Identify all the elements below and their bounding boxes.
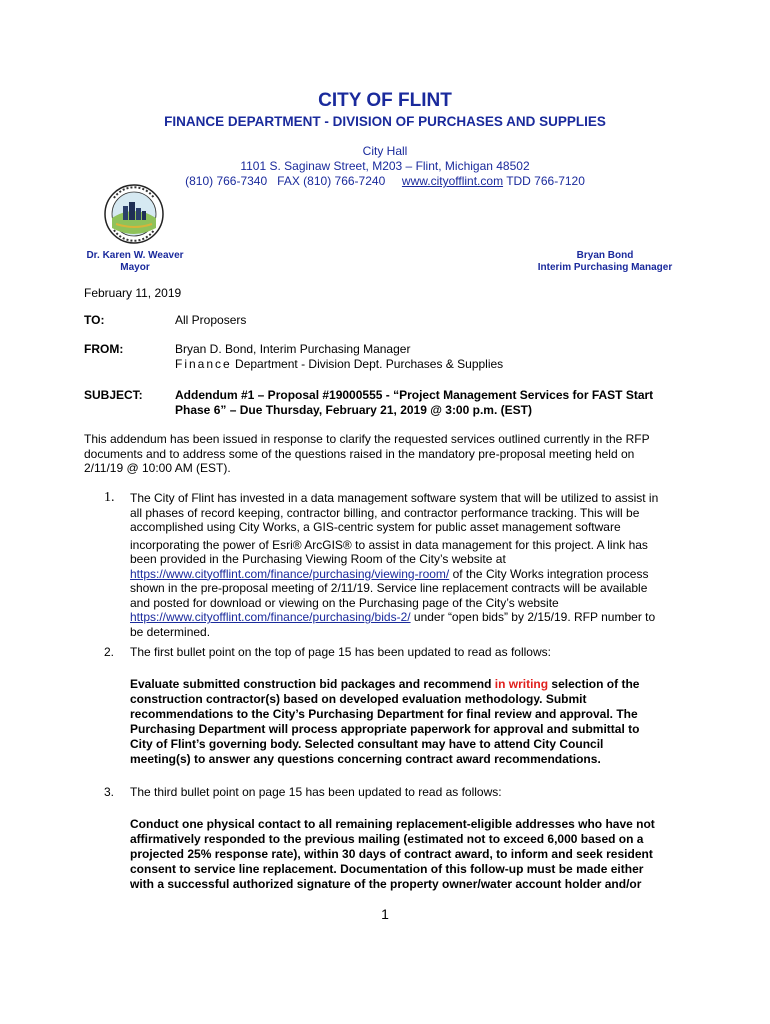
from-line-2 xyxy=(175,357,503,371)
from-label: FROM: xyxy=(84,342,124,356)
city-seal-logo xyxy=(104,184,164,244)
item-1-line: accomplished using City Works, a GIS-centric system for public asset management software xyxy=(130,520,621,534)
intro-line: 2/11/19 @ 10:00 AM (EST). xyxy=(84,461,231,475)
mayor-name: Dr. Karen W. Weaver xyxy=(86,250,184,261)
item-1-line: shown in the pre-proposal meeting of 2/11/19. Service line replacement contracts will be available xyxy=(130,581,648,595)
item-2-text: The first bullet point on the top of page 15 has been updated to read as follows: xyxy=(130,645,551,659)
memo-date: February 11, 2019 xyxy=(84,286,182,300)
item-1-line xyxy=(130,567,685,582)
tdd-number: TDD 766-7120 xyxy=(506,174,585,188)
item-2-bold-line: recommendations to the City’s Purchasing Department for final review and approval. The xyxy=(130,707,638,721)
bids-link[interactable]: https://www.cityofflint.com/finance/purchasing/bids-2/ xyxy=(130,610,411,624)
item-2-bold-line: construction contractor(s) based on developed evaluation methodology. Submit xyxy=(130,692,587,706)
item-2-updated-bullet xyxy=(130,677,678,767)
item-2-bold-line xyxy=(130,677,678,692)
mayor-title: Mayor xyxy=(120,262,150,273)
item-2-bold-span: Evaluate submitted construction bid packages and recommend xyxy=(130,677,495,691)
website-link[interactable]: www.cityofflint.com xyxy=(401,174,504,188)
page-number: 1 xyxy=(381,906,389,922)
item-1-text-span: of the City Works integration process xyxy=(449,566,649,581)
item-3-text: The third bullet point on page 15 has been updated to read as follows: xyxy=(130,785,502,799)
item-2-bold-line: Purchasing Department will process appropriate paperwork for approval and submittal to xyxy=(130,722,640,736)
item-2-number: 2. xyxy=(104,645,115,659)
item-2-bold-span: selection of the xyxy=(548,677,640,691)
building-line: City Hall xyxy=(362,144,408,158)
purchasing-manager-block xyxy=(530,250,680,274)
from-finance-word: Finance xyxy=(175,357,232,371)
to-label: TO: xyxy=(84,313,105,327)
item-3-bold-line: projected 25% response rate), within 30 days of contract award, to inform and seek resident xyxy=(130,847,653,861)
address-line: 1101 S. Saginaw Street, M203 – Flint, Michigan 48502 xyxy=(240,159,530,173)
item-1-line: been provided in the Purchasing Viewing Room of the City’s website at xyxy=(130,552,506,566)
subject-label: SUBJECT: xyxy=(84,388,143,402)
item-3-bold-line: Conduct one physical contact to all remaining replacement-eligible addresses who have not xyxy=(130,817,655,831)
item-1-line: The City of Flint has invested in a data management software system that will be utilized to assist in xyxy=(130,491,659,505)
subject-line-1: Addendum #1 – Proposal #19000555 - “Project Management Services for FAST Start xyxy=(175,388,654,402)
manager-name: Bryan Bond xyxy=(576,250,634,261)
item-1-line: incorporating the power of Esri® ArcGIS® to assist in data management for this project. A link has xyxy=(130,537,648,552)
subject-line-2: Phase 6” – Due Thursday, February 21, 2019 @ 3:00 p.m. (EST) xyxy=(175,403,532,417)
phone-number: (810) 766-7340 xyxy=(185,174,268,188)
item-1-text xyxy=(130,491,685,639)
item-3-bold-line: affirmatively responded to the previous mailing (estimated not to exceed 6,000 based on a xyxy=(130,832,644,846)
item-1-line: be determined. xyxy=(130,624,211,639)
item-2-bold-line: City of Flint’s governing body. Selected consultant may have to attend City Council xyxy=(130,737,604,751)
to-value: All Proposers xyxy=(175,313,247,327)
mayor-block xyxy=(80,250,190,274)
city-title: CITY OF FLINT xyxy=(318,90,452,111)
item-1-line: and posted for download or viewing on the Purchasing page of the City’s website xyxy=(130,595,559,610)
item-1-line xyxy=(130,610,685,625)
from-line-1: Bryan D. Bond, Interim Purchasing Manager xyxy=(175,342,411,356)
intro-paragraph xyxy=(84,432,684,476)
item-3-bold-line: with a successful authorized signature of the property owner/water account holder and/or xyxy=(130,877,642,891)
from-department-text: Department - Division Dept. Purchases & Supplies xyxy=(235,357,504,371)
manager-title: Interim Purchasing Manager xyxy=(537,262,673,273)
item-1-line: all phases of record keeping, contractor billing, and contractor performance tracking. This will be xyxy=(130,505,640,520)
intro-line: This addendum has been issued in response to clarify the requested services outlined currently in the RFP xyxy=(84,432,650,446)
item-1-number: 1. xyxy=(104,490,115,505)
subject-text xyxy=(175,388,653,418)
fax-number: FAX (810) 766-7240 xyxy=(277,174,386,188)
department-heading: FINANCE DEPARTMENT - DIVISION OF PURCHASES AND SUPPLIES xyxy=(164,114,606,129)
intro-line: documents and to address some of the questions raised in the mandatory pre-proposal meeting held on xyxy=(84,446,635,461)
item-1-text-span: under “open bids” by 2/15/19. RFP number to xyxy=(410,610,656,624)
viewing-room-link[interactable]: https://www.cityofflint.com/finance/purchasing/viewing-room/ xyxy=(130,566,450,581)
item-2-bold-line: meeting(s) to answer any questions concerning contract award recommendations. xyxy=(130,752,601,766)
item-3-number: 3. xyxy=(104,785,115,799)
item-3-updated-bullet xyxy=(130,817,678,892)
item-3-bold-line: consent to service line replacement. Documentation of this follow-up must be made either xyxy=(130,862,644,876)
in-writing-emphasis: in writing xyxy=(494,677,549,691)
